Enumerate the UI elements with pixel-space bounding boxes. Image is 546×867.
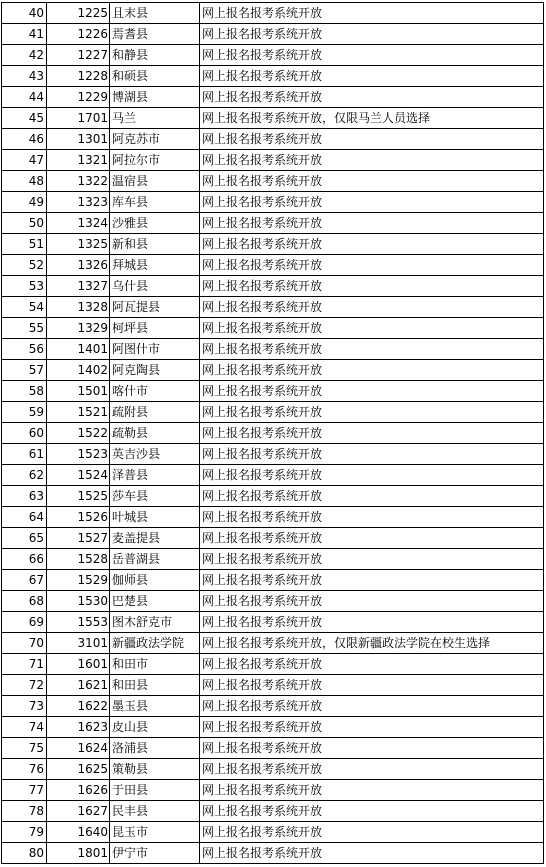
table-row bbox=[2, 759, 544, 780]
row-number-cell: 69 bbox=[2, 612, 47, 633]
table-row bbox=[2, 633, 544, 654]
status-cell: 网上报名报考系统开放 bbox=[200, 570, 544, 591]
row-number-cell: 57 bbox=[2, 360, 47, 381]
row-number-cell: 50 bbox=[2, 213, 47, 234]
site-code-cell: 1625 bbox=[47, 759, 110, 780]
table-row bbox=[2, 87, 544, 108]
row-number-cell: 42 bbox=[2, 45, 47, 66]
row-number-cell: 51 bbox=[2, 234, 47, 255]
status-cell: 网上报名报考系统开放 bbox=[200, 780, 544, 801]
row-number-cell: 68 bbox=[2, 591, 47, 612]
site-name-cell: 疏附县 bbox=[110, 402, 200, 423]
status-cell: 网上报名报考系统开放 bbox=[200, 486, 544, 507]
row-number-cell: 44 bbox=[2, 87, 47, 108]
site-code-cell: 1623 bbox=[47, 717, 110, 738]
site-code-cell: 1301 bbox=[47, 129, 110, 150]
row-number-cell: 75 bbox=[2, 738, 47, 759]
site-name-cell: 温宿县 bbox=[110, 171, 200, 192]
table-row bbox=[2, 255, 544, 276]
site-name-cell: 柯坪县 bbox=[110, 318, 200, 339]
site-code-cell: 1323 bbox=[47, 192, 110, 213]
status-cell: 网上报名报考系统开放 bbox=[200, 675, 544, 696]
status-cell: 网上报名报考系统开放 bbox=[200, 717, 544, 738]
status-cell: 网上报名报考系统开放 bbox=[200, 129, 544, 150]
row-number-cell: 49 bbox=[2, 192, 47, 213]
site-code-cell: 3101 bbox=[47, 633, 110, 654]
table-row bbox=[2, 297, 544, 318]
site-name-cell: 洛浦县 bbox=[110, 738, 200, 759]
status-cell: 网上报名报考系统开放 bbox=[200, 591, 544, 612]
site-name-cell: 皮山县 bbox=[110, 717, 200, 738]
status-cell: 网上报名报考系统开放 bbox=[200, 423, 544, 444]
site-name-cell: 疏勒县 bbox=[110, 423, 200, 444]
table-row bbox=[2, 654, 544, 675]
row-number-cell: 70 bbox=[2, 633, 47, 654]
row-number-cell: 45 bbox=[2, 108, 47, 129]
status-cell: 网上报名报考系统开放，仅限新疆政法学院在校生选择 bbox=[200, 633, 544, 654]
status-cell: 网上报名报考系统开放 bbox=[200, 381, 544, 402]
site-name-cell: 新疆政法学院 bbox=[110, 633, 200, 654]
status-cell: 网上报名报考系统开放 bbox=[200, 444, 544, 465]
table-row bbox=[2, 24, 544, 45]
row-number-cell: 55 bbox=[2, 318, 47, 339]
status-cell: 网上报名报考系统开放 bbox=[200, 66, 544, 87]
site-name-cell: 墨玉县 bbox=[110, 696, 200, 717]
status-cell: 网上报名报考系统开放 bbox=[200, 276, 544, 297]
status-cell: 网上报名报考系统开放 bbox=[200, 465, 544, 486]
row-number-cell: 78 bbox=[2, 801, 47, 822]
table-row bbox=[2, 780, 544, 801]
site-name-cell: 莎车县 bbox=[110, 486, 200, 507]
site-name-cell: 喀什市 bbox=[110, 381, 200, 402]
site-code-cell: 1529 bbox=[47, 570, 110, 591]
site-name-cell: 于田县 bbox=[110, 780, 200, 801]
site-code-cell: 1523 bbox=[47, 444, 110, 465]
site-code-cell: 1801 bbox=[47, 843, 110, 864]
site-name-cell: 沙雅县 bbox=[110, 213, 200, 234]
row-number-cell: 43 bbox=[2, 66, 47, 87]
site-name-cell: 库车县 bbox=[110, 192, 200, 213]
site-name-cell: 和静县 bbox=[110, 45, 200, 66]
table-row bbox=[2, 339, 544, 360]
status-cell: 网上报名报考系统开放 bbox=[200, 696, 544, 717]
status-cell: 网上报名报考系统开放 bbox=[200, 171, 544, 192]
row-number-cell: 60 bbox=[2, 423, 47, 444]
row-number-cell: 74 bbox=[2, 717, 47, 738]
site-name-cell: 伊宁市 bbox=[110, 843, 200, 864]
site-name-cell: 乌什县 bbox=[110, 276, 200, 297]
site-name-cell: 阿瓦提县 bbox=[110, 297, 200, 318]
site-code-cell: 1321 bbox=[47, 150, 110, 171]
site-name-cell: 叶城县 bbox=[110, 507, 200, 528]
status-cell: 网上报名报考系统开放 bbox=[200, 549, 544, 570]
site-code-cell: 1229 bbox=[47, 87, 110, 108]
table-row bbox=[2, 696, 544, 717]
row-number-cell: 54 bbox=[2, 297, 47, 318]
status-cell: 网上报名报考系统开放 bbox=[200, 87, 544, 108]
table-row bbox=[2, 276, 544, 297]
row-number-cell: 41 bbox=[2, 24, 47, 45]
site-code-cell: 1624 bbox=[47, 738, 110, 759]
site-name-cell: 阿拉尔市 bbox=[110, 150, 200, 171]
row-number-cell: 76 bbox=[2, 759, 47, 780]
site-code-cell: 1627 bbox=[47, 801, 110, 822]
status-cell: 网上报名报考系统开放 bbox=[200, 801, 544, 822]
row-number-cell: 52 bbox=[2, 255, 47, 276]
site-name-cell: 伽师县 bbox=[110, 570, 200, 591]
table-row bbox=[2, 402, 544, 423]
site-name-cell: 昆玉市 bbox=[110, 822, 200, 843]
site-name-cell: 阿克苏市 bbox=[110, 129, 200, 150]
site-code-cell: 1329 bbox=[47, 318, 110, 339]
row-number-cell: 66 bbox=[2, 549, 47, 570]
row-number-cell: 67 bbox=[2, 570, 47, 591]
table-row bbox=[2, 549, 544, 570]
status-cell: 网上报名报考系统开放 bbox=[200, 528, 544, 549]
row-number-cell: 59 bbox=[2, 402, 47, 423]
site-code-cell: 1402 bbox=[47, 360, 110, 381]
site-name-cell: 泽普县 bbox=[110, 465, 200, 486]
status-cell: 网上报名报考系统开放 bbox=[200, 213, 544, 234]
table-row bbox=[2, 822, 544, 843]
status-cell: 网上报名报考系统开放 bbox=[200, 45, 544, 66]
table-row bbox=[2, 507, 544, 528]
site-code-cell: 1325 bbox=[47, 234, 110, 255]
site-code-cell: 1327 bbox=[47, 276, 110, 297]
table-row bbox=[2, 738, 544, 759]
row-number-cell: 71 bbox=[2, 654, 47, 675]
status-cell: 网上报名报考系统开放 bbox=[200, 150, 544, 171]
site-code-cell: 1228 bbox=[47, 66, 110, 87]
table-row bbox=[2, 150, 544, 171]
row-number-cell: 46 bbox=[2, 129, 47, 150]
status-cell: 网上报名报考系统开放 bbox=[200, 339, 544, 360]
site-name-cell: 和田县 bbox=[110, 675, 200, 696]
table-row bbox=[2, 801, 544, 822]
site-code-cell: 1326 bbox=[47, 255, 110, 276]
site-name-cell: 阿克陶县 bbox=[110, 360, 200, 381]
row-number-cell: 47 bbox=[2, 150, 47, 171]
site-name-cell: 拜城县 bbox=[110, 255, 200, 276]
table-row bbox=[2, 3, 544, 24]
site-code-cell: 1527 bbox=[47, 528, 110, 549]
status-cell: 网上报名报考系统开放 bbox=[200, 297, 544, 318]
table-row bbox=[2, 843, 544, 864]
site-code-cell: 1324 bbox=[47, 213, 110, 234]
site-name-cell: 和田市 bbox=[110, 654, 200, 675]
status-cell: 网上报名报考系统开放，仅限马兰人员选择 bbox=[200, 108, 544, 129]
table-row bbox=[2, 108, 544, 129]
table-row bbox=[2, 318, 544, 339]
table-row bbox=[2, 717, 544, 738]
site-name-cell: 新和县 bbox=[110, 234, 200, 255]
site-code-cell: 1328 bbox=[47, 297, 110, 318]
site-code-cell: 1524 bbox=[47, 465, 110, 486]
table-row bbox=[2, 591, 544, 612]
site-code-cell: 1226 bbox=[47, 24, 110, 45]
row-number-cell: 58 bbox=[2, 381, 47, 402]
site-code-cell: 1225 bbox=[47, 3, 110, 24]
table-row bbox=[2, 192, 544, 213]
site-code-cell: 1522 bbox=[47, 423, 110, 444]
site-code-cell: 1401 bbox=[47, 339, 110, 360]
row-number-cell: 61 bbox=[2, 444, 47, 465]
row-number-cell: 64 bbox=[2, 507, 47, 528]
row-number-cell: 40 bbox=[2, 3, 47, 24]
site-name-cell: 岳普湖县 bbox=[110, 549, 200, 570]
table-row bbox=[2, 45, 544, 66]
site-code-cell: 1501 bbox=[47, 381, 110, 402]
status-cell: 网上报名报考系统开放 bbox=[200, 192, 544, 213]
table-row bbox=[2, 423, 544, 444]
status-cell: 网上报名报考系统开放 bbox=[200, 318, 544, 339]
status-cell: 网上报名报考系统开放 bbox=[200, 654, 544, 675]
table-row bbox=[2, 570, 544, 591]
site-code-cell: 1621 bbox=[47, 675, 110, 696]
status-cell: 网上报名报考系统开放 bbox=[200, 507, 544, 528]
table-row bbox=[2, 129, 544, 150]
status-cell: 网上报名报考系统开放 bbox=[200, 255, 544, 276]
row-number-cell: 53 bbox=[2, 276, 47, 297]
row-number-cell: 77 bbox=[2, 780, 47, 801]
table-row bbox=[2, 444, 544, 465]
row-number-cell: 79 bbox=[2, 822, 47, 843]
site-code-cell: 1530 bbox=[47, 591, 110, 612]
table-row bbox=[2, 381, 544, 402]
site-code-cell: 1640 bbox=[47, 822, 110, 843]
row-number-cell: 80 bbox=[2, 843, 47, 864]
row-number-cell: 62 bbox=[2, 465, 47, 486]
exam-site-table bbox=[1, 2, 544, 864]
site-name-cell: 民丰县 bbox=[110, 801, 200, 822]
site-code-cell: 1622 bbox=[47, 696, 110, 717]
site-name-cell: 英吉沙县 bbox=[110, 444, 200, 465]
site-code-cell: 1701 bbox=[47, 108, 110, 129]
table-row bbox=[2, 360, 544, 381]
status-cell: 网上报名报考系统开放 bbox=[200, 822, 544, 843]
status-cell: 网上报名报考系统开放 bbox=[200, 843, 544, 864]
site-name-cell: 和硕县 bbox=[110, 66, 200, 87]
row-number-cell: 48 bbox=[2, 171, 47, 192]
site-code-cell: 1521 bbox=[47, 402, 110, 423]
site-code-cell: 1553 bbox=[47, 612, 110, 633]
table-row bbox=[2, 486, 544, 507]
site-name-cell: 阿图什市 bbox=[110, 339, 200, 360]
site-name-cell: 巴楚县 bbox=[110, 591, 200, 612]
row-number-cell: 63 bbox=[2, 486, 47, 507]
row-number-cell: 56 bbox=[2, 339, 47, 360]
status-cell: 网上报名报考系统开放 bbox=[200, 402, 544, 423]
table-row bbox=[2, 66, 544, 87]
table-row bbox=[2, 234, 544, 255]
table-row bbox=[2, 675, 544, 696]
site-code-cell: 1626 bbox=[47, 780, 110, 801]
status-cell: 网上报名报考系统开放 bbox=[200, 738, 544, 759]
site-code-cell: 1227 bbox=[47, 45, 110, 66]
table-row bbox=[2, 171, 544, 192]
table-body bbox=[2, 3, 544, 864]
status-cell: 网上报名报考系统开放 bbox=[200, 24, 544, 45]
site-name-cell: 马兰 bbox=[110, 108, 200, 129]
table-row bbox=[2, 213, 544, 234]
table-row bbox=[2, 612, 544, 633]
site-name-cell: 且末县 bbox=[110, 3, 200, 24]
table-row bbox=[2, 528, 544, 549]
site-code-cell: 1528 bbox=[47, 549, 110, 570]
status-cell: 网上报名报考系统开放 bbox=[200, 759, 544, 780]
site-code-cell: 1526 bbox=[47, 507, 110, 528]
site-name-cell: 图木舒克市 bbox=[110, 612, 200, 633]
status-cell: 网上报名报考系统开放 bbox=[200, 360, 544, 381]
site-code-cell: 1322 bbox=[47, 171, 110, 192]
site-name-cell: 麦盖提县 bbox=[110, 528, 200, 549]
row-number-cell: 65 bbox=[2, 528, 47, 549]
status-cell: 网上报名报考系统开放 bbox=[200, 612, 544, 633]
site-code-cell: 1601 bbox=[47, 654, 110, 675]
row-number-cell: 73 bbox=[2, 696, 47, 717]
table-row bbox=[2, 465, 544, 486]
status-cell: 网上报名报考系统开放 bbox=[200, 3, 544, 24]
row-number-cell: 72 bbox=[2, 675, 47, 696]
site-name-cell: 博湖县 bbox=[110, 87, 200, 108]
site-name-cell: 策勒县 bbox=[110, 759, 200, 780]
site-code-cell: 1525 bbox=[47, 486, 110, 507]
status-cell: 网上报名报考系统开放 bbox=[200, 234, 544, 255]
site-name-cell: 焉耆县 bbox=[110, 24, 200, 45]
